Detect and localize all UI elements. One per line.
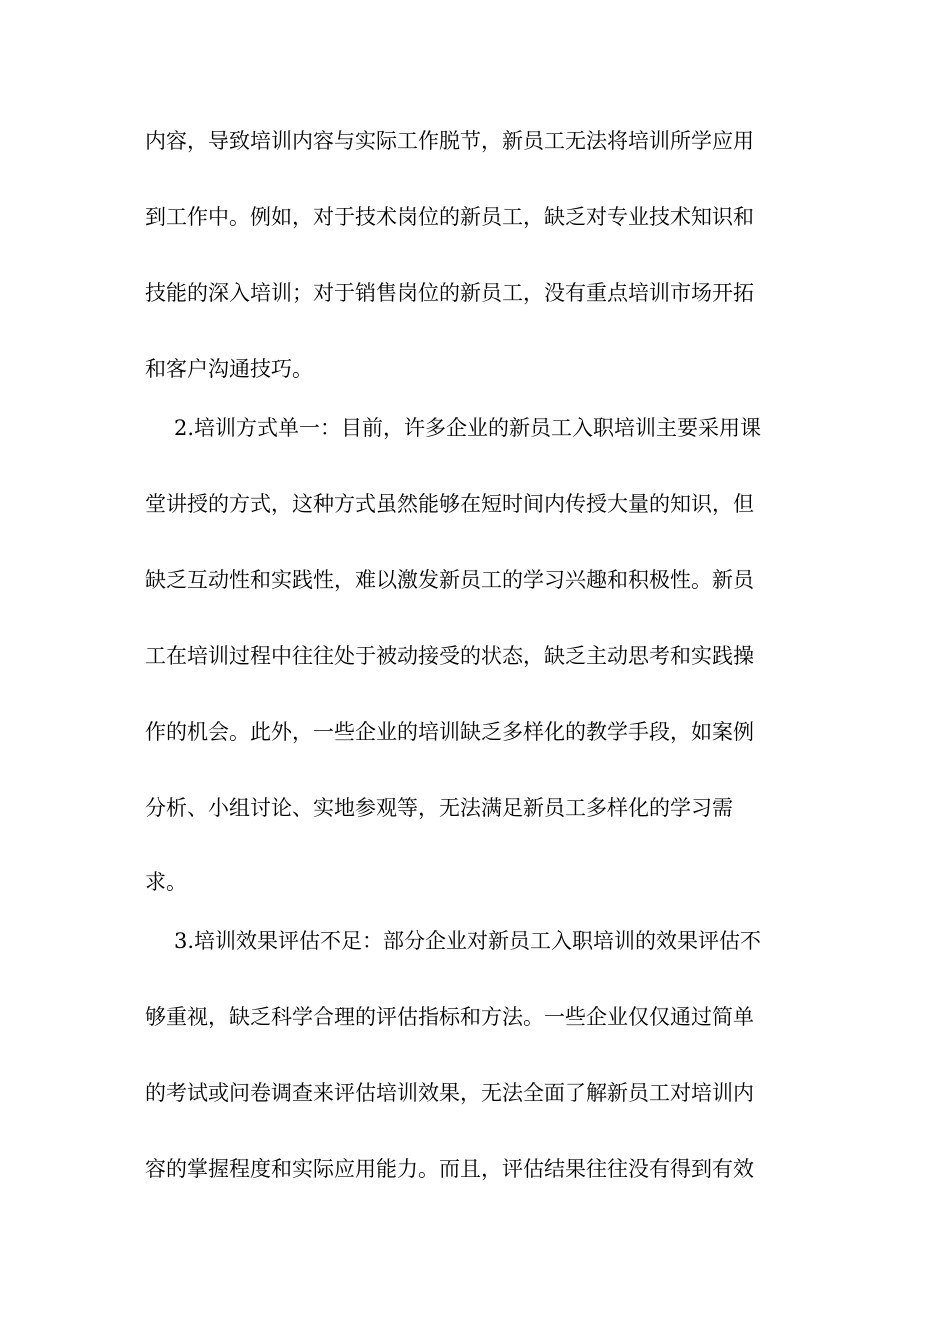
text-line: 工在培训过程中往往处于被动接受的状态，缺乏主动思考和实践操: [145, 644, 754, 668]
text-line: 堂讲授的方式，这种方式虽然能够在短时间内传授大量的知识，但: [145, 492, 754, 516]
text-line: 3.培训效果评估不足：部分企业对新员工入职培训的效果评估不: [174, 929, 762, 953]
text-line: 的考试或问卷调查来评估培训效果，无法全面了解新员工对培训内: [145, 1081, 754, 1105]
text-line: 内容，导致培训内容与实际工作脱节，新员工无法将培训所学应用: [145, 129, 754, 153]
text-line: 和客户沟通技巧。: [145, 357, 313, 381]
text-line: 容的掌握程度和实际应用能力。而且，评估结果往往没有得到有效: [145, 1157, 754, 1181]
text-line: 求。: [145, 870, 187, 894]
text-line: 缺乏互动性和实践性，难以激发新员工的学习兴趣和积极性。新员: [145, 568, 754, 592]
text-line: 2.培训方式单一：目前，许多企业的新员工入职培训主要采用课: [174, 416, 762, 440]
text-line: 够重视，缺乏科学合理的评估指标和方法。一些企业仅仅通过简单: [145, 1005, 754, 1029]
text-line: 到工作中。例如，对于技术岗位的新员工，缺乏对专业技术知识和: [145, 205, 754, 229]
text-line: 分析、小组讨论、实地参观等，无法满足新员工多样化的学习需: [145, 796, 733, 820]
text-line: 技能的深入培训；对于销售岗位的新员工，没有重点培训市场开拓: [145, 281, 754, 305]
text-line: 作的机会。此外，一些企业的培训缺乏多样化的教学手段，如案例: [145, 720, 754, 744]
